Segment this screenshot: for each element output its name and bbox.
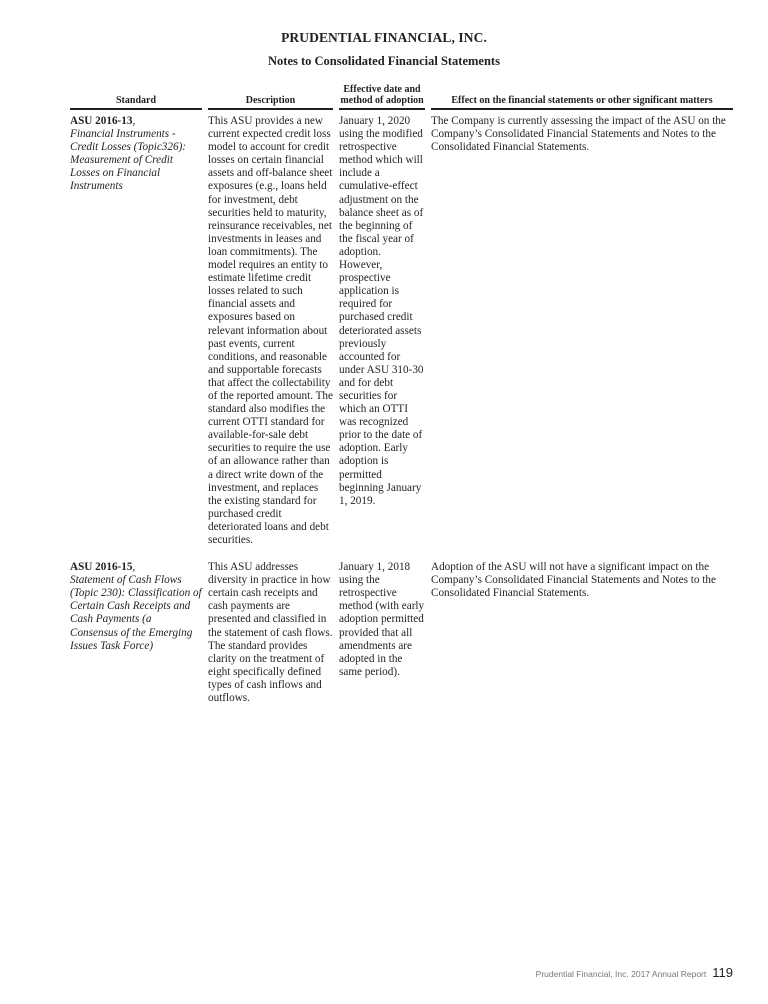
table-header-row [70,84,733,110]
page-footer [536,965,733,980]
report-title: Prudential Financial, Inc. 2017 Annual Report [535,969,707,979]
column-header-standard: Standard [70,84,202,110]
column-header-effective-date: Effective date and method of adoption [339,84,425,110]
table-row [70,110,733,547]
description-cell: This ASU addresses diversity in practice in how certain cash receipts and cash payments are presented and classified in the statement of cash flows. The standard provides clarity on the treatment of eight specifically defined types of cash inflows and outflows. [208,561,333,705]
company-name: PRUDENTIAL FINANCIAL, INC. [281,30,487,45]
standard-cell: ASU 2016-13, Financial Instruments - Credit Losses (Topic326): Measurement of Credit Losses on Financial Instruments [70,115,187,193]
effective-date-cell: January 1, 2020 using the modified retrospective method which will include a cumulative-effect adjustment on the balance sheet as of the beginning of the fiscal year of adoption. However, prospective application is required for purchased credit deteriorated assets previously accounted for under ASU 310-30 and for debt securities for which an OTTI was recognized prior to the date of adoption. Early adoption is permitted beginning January 1, 2019. [339,115,424,507]
effect-cell: The Company is currently assessing the impact of the ASU on the Company’s Consolidated Financial Statements and Notes to the Consolidated Financial Statements. [431,115,726,154]
page-number: 119 [712,965,733,980]
column-header-effect: Effect on the financial statements or other significant matters [431,84,733,110]
standard-cell: ASU 2016-15, Statement of Cash Flows (Topic 230): Classification of Certain Cash Receipts and Cash Payments (a Consensus of the Emerging Issues Task Force) [70,561,202,652]
effective-date-cell: January 1, 2018 using the retrospective method (with early adoption permitted provided that all amendments are adopted in the same period). [339,561,425,678]
page-subtitle: Notes to Consolidated Financial Statements [268,54,500,68]
table-row [70,547,733,705]
standard-title: Statement of Cash Flows (Topic 230): Classification of Certain Cash Receipts and Cash Payments (a Consensus of the Emerging Issues Task Force) [70,574,202,652]
standard-code: ASU 2016-15 [70,561,133,574]
effect-cell: Adoption of the ASU will not have a significant impact on the Company’s Consolidated Financial Statements and Notes to the Consolidated Financial Statements. [431,561,716,600]
standard-title: Financial Instruments - Credit Losses (Topic326): Measurement of Credit Losses on Financial Instruments [70,128,187,193]
standard-code: ASU 2016-13 [70,115,133,127]
column-header-description: Description [208,84,333,110]
accounting-standards-table [70,84,733,705]
description-cell: This ASU provides a new current expected credit loss model to account for credit losses on certain financial assets and off-balance sheet exposures (e.g., loans held for investment, debt securities held to maturity, reinsurance receivables, net investments in leases and loan commitments). The model requires an entity to estimate lifetime credit losses related to such financial assets and exposures based on relevant information about past events, current conditions, and reasonable and supportable forecasts that affect the collectability of the reported amount. The standard also modifies the current OTTI standard for available-for-sale debt securities to require the use of an allowance rather than a direct write down of the investment, and replaces the existing standard for purchased credit deteriorated loans and debt securities. [208,115,333,546]
